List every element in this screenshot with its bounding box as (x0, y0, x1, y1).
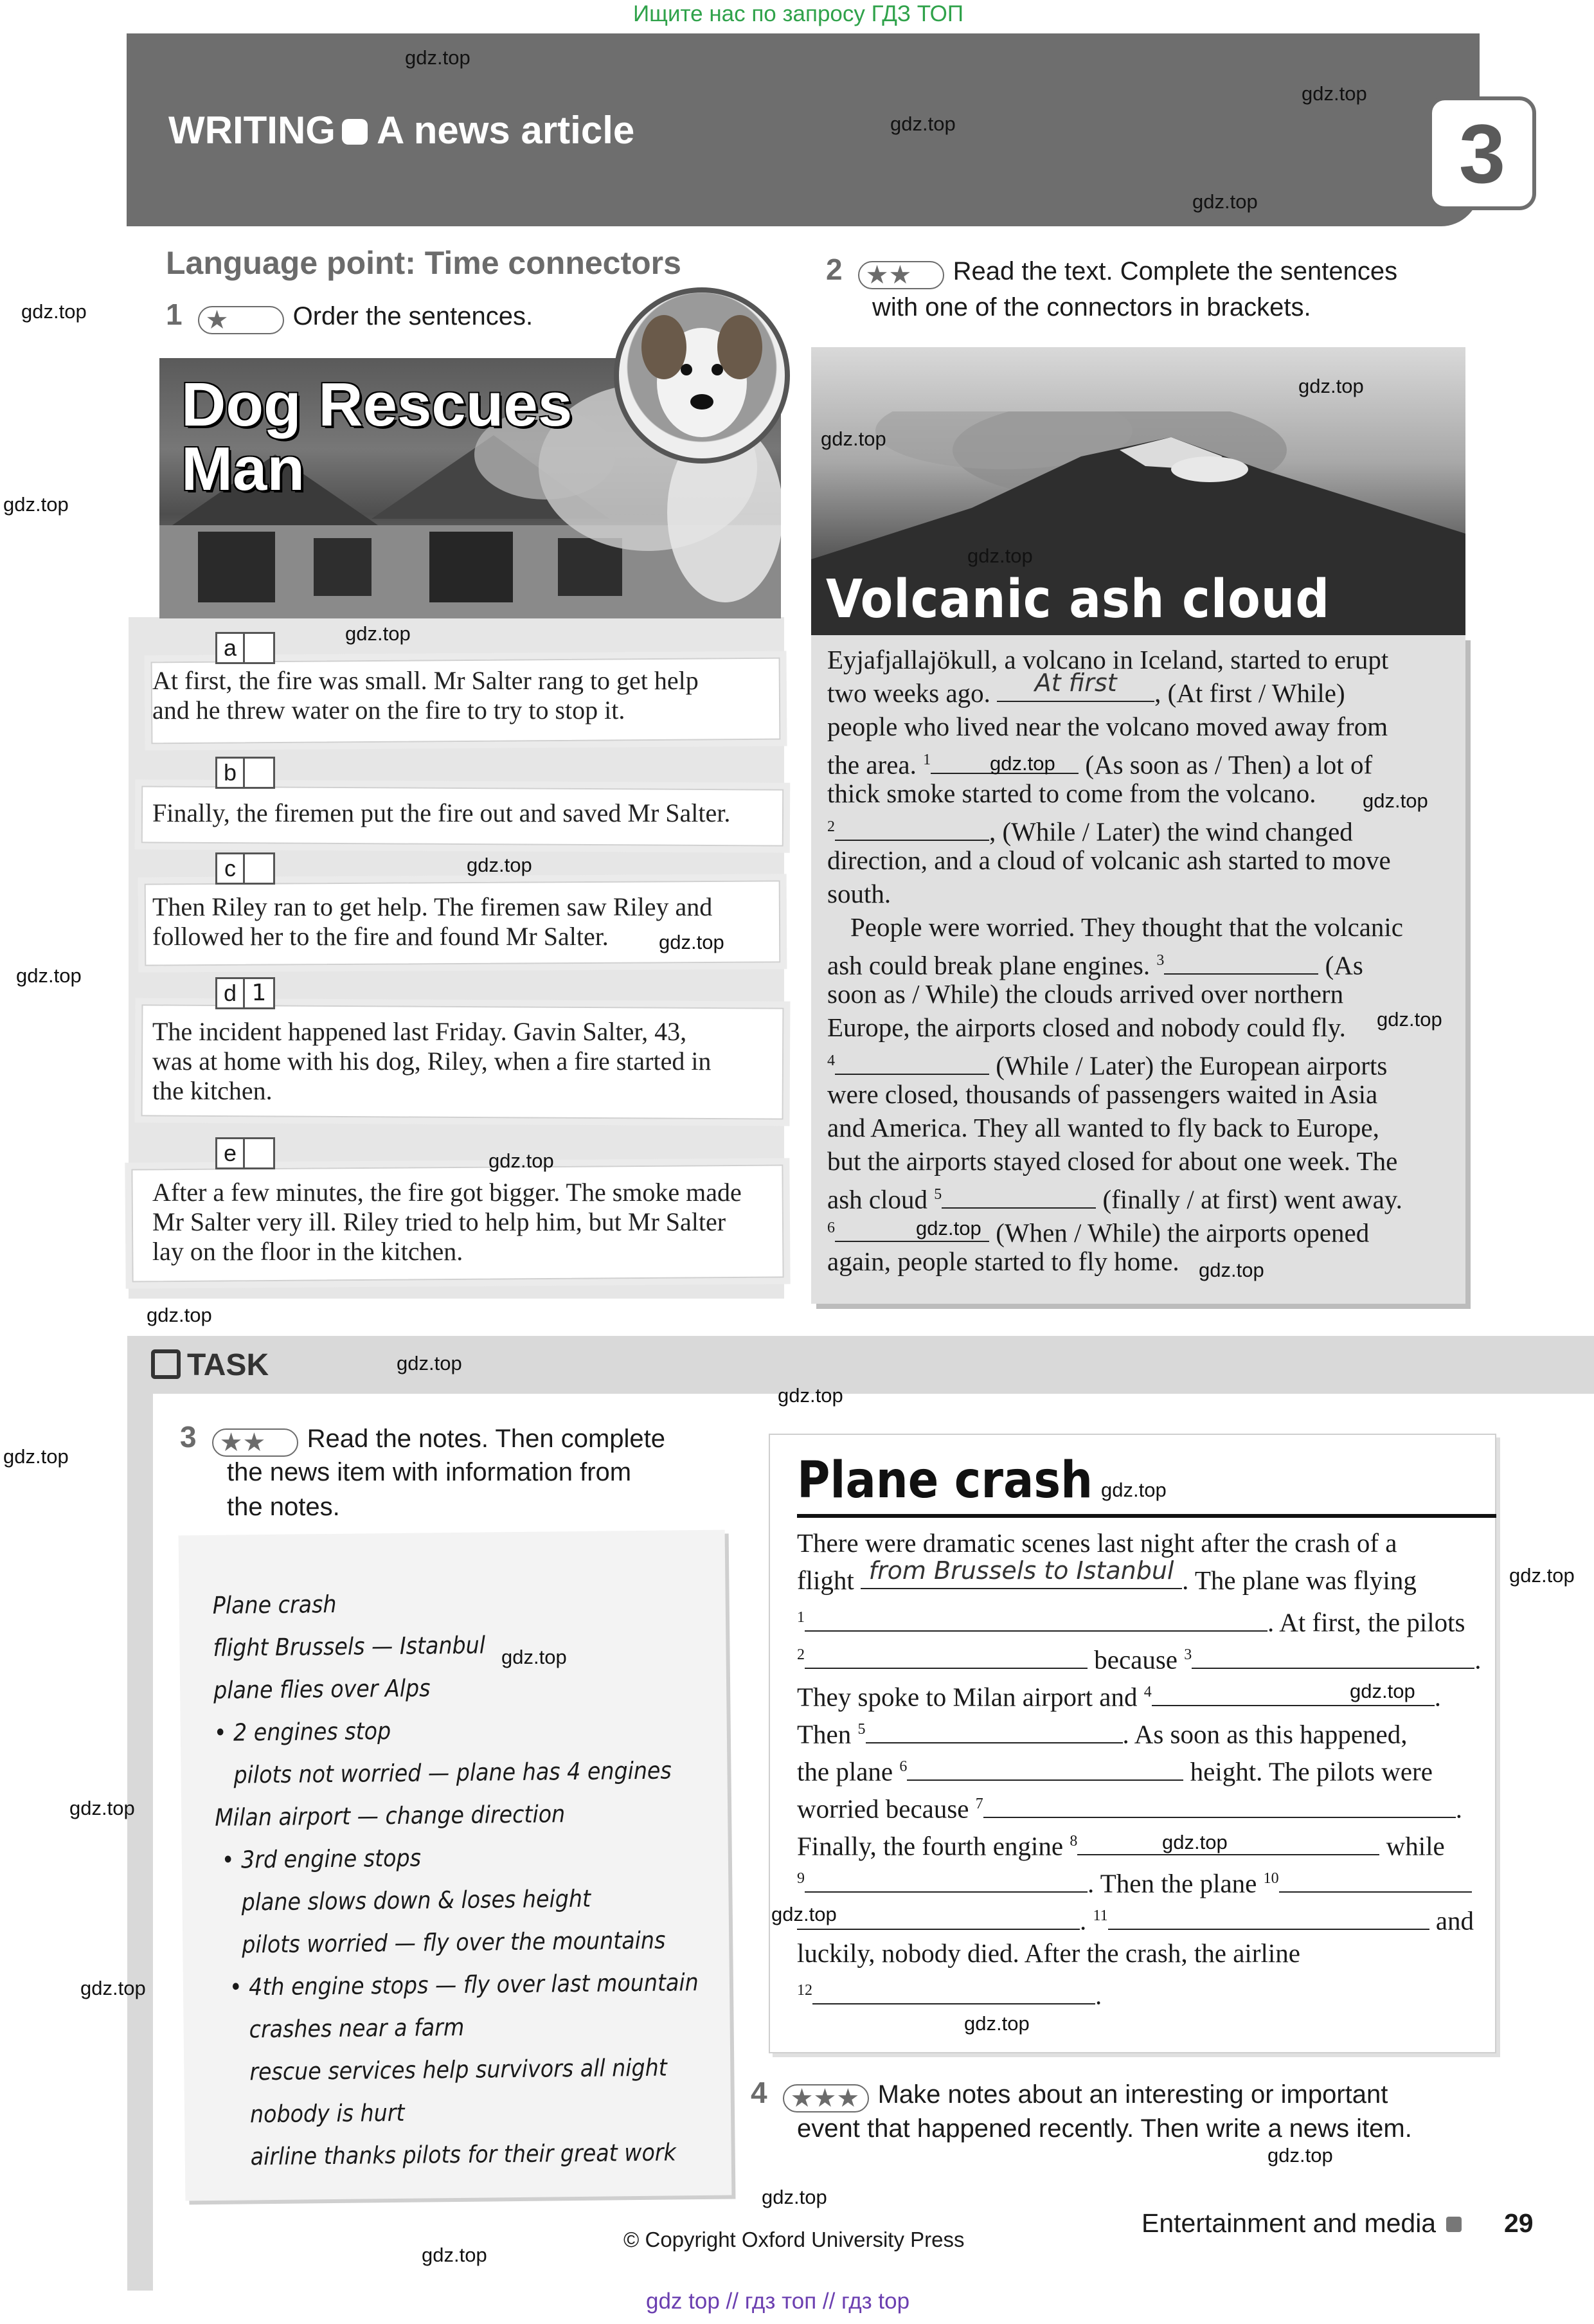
answer-blank-9-cont[interactable] (797, 1907, 1080, 1930)
task-band (127, 1336, 1594, 1394)
sentence-d-text: The incident happened last Friday. Gavin Salter, 43, was at home with his dog, Riley, when a fire started in the kitchen. (152, 1017, 712, 1105)
volcano-line: ash could break plane engines. $^3$ (As (827, 950, 1363, 980)
plane-crash-line: luckily, nobody died. After the crash, the airline (797, 1938, 1300, 1968)
letter-label: c (215, 852, 245, 885)
watermark: gdz.top (422, 2244, 487, 2266)
language-point-heading: Language point: Time connectors (166, 245, 681, 281)
task-side-bar (127, 1394, 153, 2291)
watermark: gdz.top (1101, 1479, 1167, 1501)
volcano-line: thick smoke started to come from the volcano. (827, 779, 1316, 808)
watermark: gdz.top (147, 1304, 212, 1326)
sentence-c-text: Then Riley ran to get help. The firemen saw Riley and followed her to the fire and found Mr Salter. (152, 892, 713, 951)
exercise-number: 1 (166, 298, 183, 331)
plane-crash-title: Plane crash (797, 1452, 1093, 1509)
watermark: gdz.top (659, 931, 724, 953)
note-line: nobody is hurt (249, 2098, 405, 2129)
volcano-line: people who lived near the volcano moved away from (827, 712, 1388, 741)
note-line: plane flies over Alps (213, 1674, 431, 1704)
answer-blank-5[interactable] (942, 1185, 1096, 1209)
bullet-square-icon (342, 119, 368, 145)
difficulty-stars-icon: ★★★ (783, 2084, 869, 2112)
volcano-line: soon as / While) the clouds arrived over northern (827, 979, 1344, 1009)
order-answer-box[interactable] (245, 1137, 275, 1169)
page-title (168, 108, 634, 152)
letter-label: e (215, 1137, 245, 1169)
note-line: • 4th engine stops — fly over last mountain (229, 1968, 699, 2001)
order-answer-box[interactable]: 1 (245, 977, 275, 1009)
watermark: gdz.top (397, 1352, 462, 1374)
dog-article-title: Dog Rescues Man (181, 370, 573, 503)
watermark: gdz.top (821, 428, 886, 450)
order-answer-box[interactable] (245, 852, 275, 885)
exercise-number: 3 (180, 1420, 197, 1454)
note-line: plane slows down & loses height (241, 1884, 591, 1916)
unit-number: 3 (1458, 106, 1506, 201)
watermark: gdz.top (1192, 190, 1258, 213)
volcano-line: $^6$ (When / While) the airports opened (827, 1218, 1370, 1248)
exercise-instruction-cont: with one of the connectors in brackets. (872, 293, 1311, 321)
sentence-b-text: Finally, the firemen put the fire out and saved Mr Salter. (152, 798, 731, 827)
volcano-line: $^4$ (While / Later) the European airports (827, 1050, 1388, 1081)
note-line: • 2 engines stop (213, 1717, 391, 1747)
answer-blank-4[interactable] (835, 1052, 989, 1075)
plane-crash-line: Finally, the fourth engine $^8$ while (797, 1831, 1445, 1861)
exercise-instruction: Read the notes. Then complete (307, 1425, 665, 1453)
answer-blank-9[interactable] (805, 1869, 1088, 1893)
answer-blank-6[interactable] (907, 1758, 1183, 1781)
watermark: gdz.top (964, 2012, 1030, 2035)
exercise-instruction-cont: the news item with information from (227, 1458, 632, 1486)
exercise-3-heading (180, 1419, 665, 1457)
answer-blank-2[interactable] (805, 1646, 1088, 1669)
title-rule (797, 1514, 1496, 1518)
watermark: gdz.top (16, 964, 82, 987)
watermark: gdz.top (501, 1646, 567, 1668)
plane-crash-line: $^9$ . Then the plane $^{10}$ (797, 1862, 1472, 1900)
exercise-1-heading (166, 297, 533, 334)
volcano-line: but the airports stayed closed for about one week. The (827, 1146, 1398, 1176)
exercise-instruction: Order the sentences. (292, 302, 533, 330)
answer-blank-example[interactable]: At first (997, 679, 1154, 702)
watermark: gdz.top (1363, 789, 1428, 812)
volcano-line: south. (827, 879, 891, 908)
plane-crash-line: flight from Brussels to Istanbul . The plane was flying (797, 1556, 1417, 1595)
plane-crash-line: There were dramatic scenes last night after the crash of a (797, 1528, 1397, 1558)
answer-blank-example[interactable]: from Brussels to Istanbul (861, 1566, 1182, 1589)
watermark: gdz.top (1377, 1008, 1442, 1031)
letter-label: d (215, 977, 245, 1009)
volcano-article-title: Volcanic ash cloud (826, 569, 1330, 630)
answer-blank-11[interactable] (1108, 1907, 1429, 1930)
difficulty-stars-icon: ★ (198, 306, 284, 334)
task-heading: TASK (151, 1347, 269, 1383)
watermark: gdz.top (1302, 82, 1367, 105)
section-name: Entertainment and media (1142, 2208, 1476, 2238)
watermark: gdz.top (405, 46, 470, 69)
letter-label: a (215, 632, 245, 664)
answer-blank-3[interactable] (1192, 1646, 1474, 1669)
watermark: gdz.top (762, 2186, 827, 2208)
note-line: rescue services help survivors all night (249, 2053, 668, 2086)
notes-paper (179, 1530, 732, 2201)
watermark: gdz.top (3, 1445, 69, 1468)
plane-crash-line: worried because $^7$ . (797, 1794, 1463, 1824)
answer-blank-2[interactable] (835, 818, 989, 841)
watermark: gdz.top (3, 493, 69, 516)
plane-crash-line: Then $^5$ . As soon as this happened, (797, 1719, 1408, 1749)
note-line: Plane crash (212, 1590, 337, 1619)
watermark: gdz.top (771, 1903, 837, 1925)
volcano-line: $^2$ , (While / Later) the wind changed (827, 816, 1353, 847)
watermark: gdz.top (488, 1149, 554, 1172)
volcano-line: People were worried. They thought that the volcanic (850, 912, 1403, 942)
exercise-4-heading (751, 2075, 1388, 2112)
exercise-instruction: Make notes about an interesting or important (877, 2080, 1388, 2109)
difficulty-stars-icon: ★★ (858, 261, 944, 289)
watermark: gdz.top (345, 622, 411, 645)
note-line: airline thanks pilots for their great work (250, 2138, 676, 2171)
volcano-line: the area. $^1$ (As soon as / Then) a lot of (827, 750, 1373, 780)
note-line: flight Brussels — Istanbul (213, 1631, 486, 1662)
answer-blank-10[interactable] (1279, 1869, 1472, 1893)
answer-blank-1[interactable] (805, 1608, 1267, 1632)
copyright: © Copyright Oxford University Press (623, 2228, 965, 2251)
title-news-article: A news article (376, 109, 635, 152)
order-answer-box[interactable] (245, 757, 275, 789)
exercise-instruction-cont: event that happened recently. Then write a news item. (797, 2114, 1412, 2143)
answer-blank-7[interactable] (983, 1795, 1456, 1818)
volcano-line: were closed, thousands of passengers waited in Asia (827, 1079, 1378, 1109)
volcano-line: ash cloud $^5$ (finally / at first) went away. (827, 1184, 1402, 1214)
watermark: gdz.top (1350, 1680, 1415, 1702)
note-line: Milan airport — change direction (214, 1800, 566, 1832)
note-line: pilots not worried — plane has 4 engines (233, 1756, 672, 1789)
watermark: gdz.top (1162, 1831, 1228, 1853)
title-writing: WRITING (168, 109, 336, 152)
top-search-link[interactable]: Ищите нас по запросу ГДЗ ТОП (633, 1, 963, 26)
volcano-line: and America. They all wanted to fly back to Europe, (827, 1113, 1379, 1142)
watermark: gdz.top (778, 1384, 843, 1407)
sentence-e-text: After a few minutes, the fire got bigger. The smoke made Mr Salter very ill. Riley tried to help him, but Mr Salter lay on the floor in the kitchen. (152, 1178, 742, 1266)
watermark: gdz.top (916, 1217, 981, 1239)
watermark: gdz.top (80, 1977, 146, 1999)
note-line: • 3rd engine stops (221, 1844, 422, 1874)
plane-crash-line: the plane $^6$ height. The pilots were (797, 1756, 1433, 1787)
plane-crash-line: $^1$ . At first, the pilots (797, 1607, 1465, 1637)
volcano-line: again, people started to fly home. (827, 1247, 1179, 1276)
watermark: gdz.top (967, 545, 1033, 567)
watermark: gdz.top (1509, 1564, 1575, 1587)
answer-blank-12[interactable] (812, 1981, 1095, 2004)
exercise-2-heading (826, 252, 1397, 289)
bottom-site-links[interactable]: gdz top // гдз топ // гдз top (646, 2289, 910, 2314)
watermark: gdz.top (990, 752, 1055, 775)
answer-blank-8[interactable] (1077, 1832, 1379, 1855)
answer-blank-5[interactable] (866, 1720, 1123, 1743)
watermark: gdz.top (1267, 2144, 1333, 2166)
note-line: crashes near a farm (249, 2013, 465, 2044)
answer-blank-3[interactable] (1164, 951, 1318, 975)
note-line: pilots worried — fly over the mountains (242, 1926, 666, 1959)
volcano-line: Eyjafjallajökull, a volcano in Iceland, started to erupt (827, 645, 1389, 674)
sentence-a-text: At first, the fire was small. Mr Salter rang to get help and he threw water on the fire to try to stop it. (152, 666, 699, 725)
volcano-line: direction, and a cloud of volcanic ash started to move (827, 845, 1391, 875)
watermark: gdz.top (69, 1797, 135, 1819)
footer-square-icon (1446, 2217, 1462, 2232)
exercise-instruction: Read the text. Complete the sentences (953, 257, 1398, 285)
dog-photo (614, 287, 790, 464)
watermark: gdz.top (890, 113, 956, 135)
order-answer-box[interactable] (245, 632, 275, 664)
exercise-number: 4 (751, 2076, 767, 2109)
exercise-number: 2 (826, 253, 843, 286)
watermark: gdz.top (467, 854, 532, 876)
volcano-line: Europe, the airports closed and nobody could fly. (827, 1013, 1346, 1042)
letter-label: b (215, 757, 245, 789)
difficulty-stars-icon: ★★ (212, 1428, 298, 1457)
volcano-line: two weeks ago. At first , (At first / While) (827, 669, 1345, 708)
plane-crash-line: They spoke to Milan airport and $^4$ . (797, 1682, 1441, 1712)
plane-crash-line: . $^{11}$ and (797, 1900, 1474, 1937)
watermark: gdz.top (1199, 1259, 1264, 1281)
plane-crash-line: $^2$ because $^3$ . (797, 1644, 1482, 1675)
page-number: 29 (1504, 2208, 1534, 2238)
watermark: gdz.top (21, 300, 87, 323)
exercise-instruction-cont: the notes. (227, 1493, 340, 1521)
plane-crash-line: $^{12}$ . (797, 1980, 1102, 2010)
checkbox-square-icon (151, 1349, 181, 1379)
watermark: gdz.top (1298, 375, 1364, 397)
